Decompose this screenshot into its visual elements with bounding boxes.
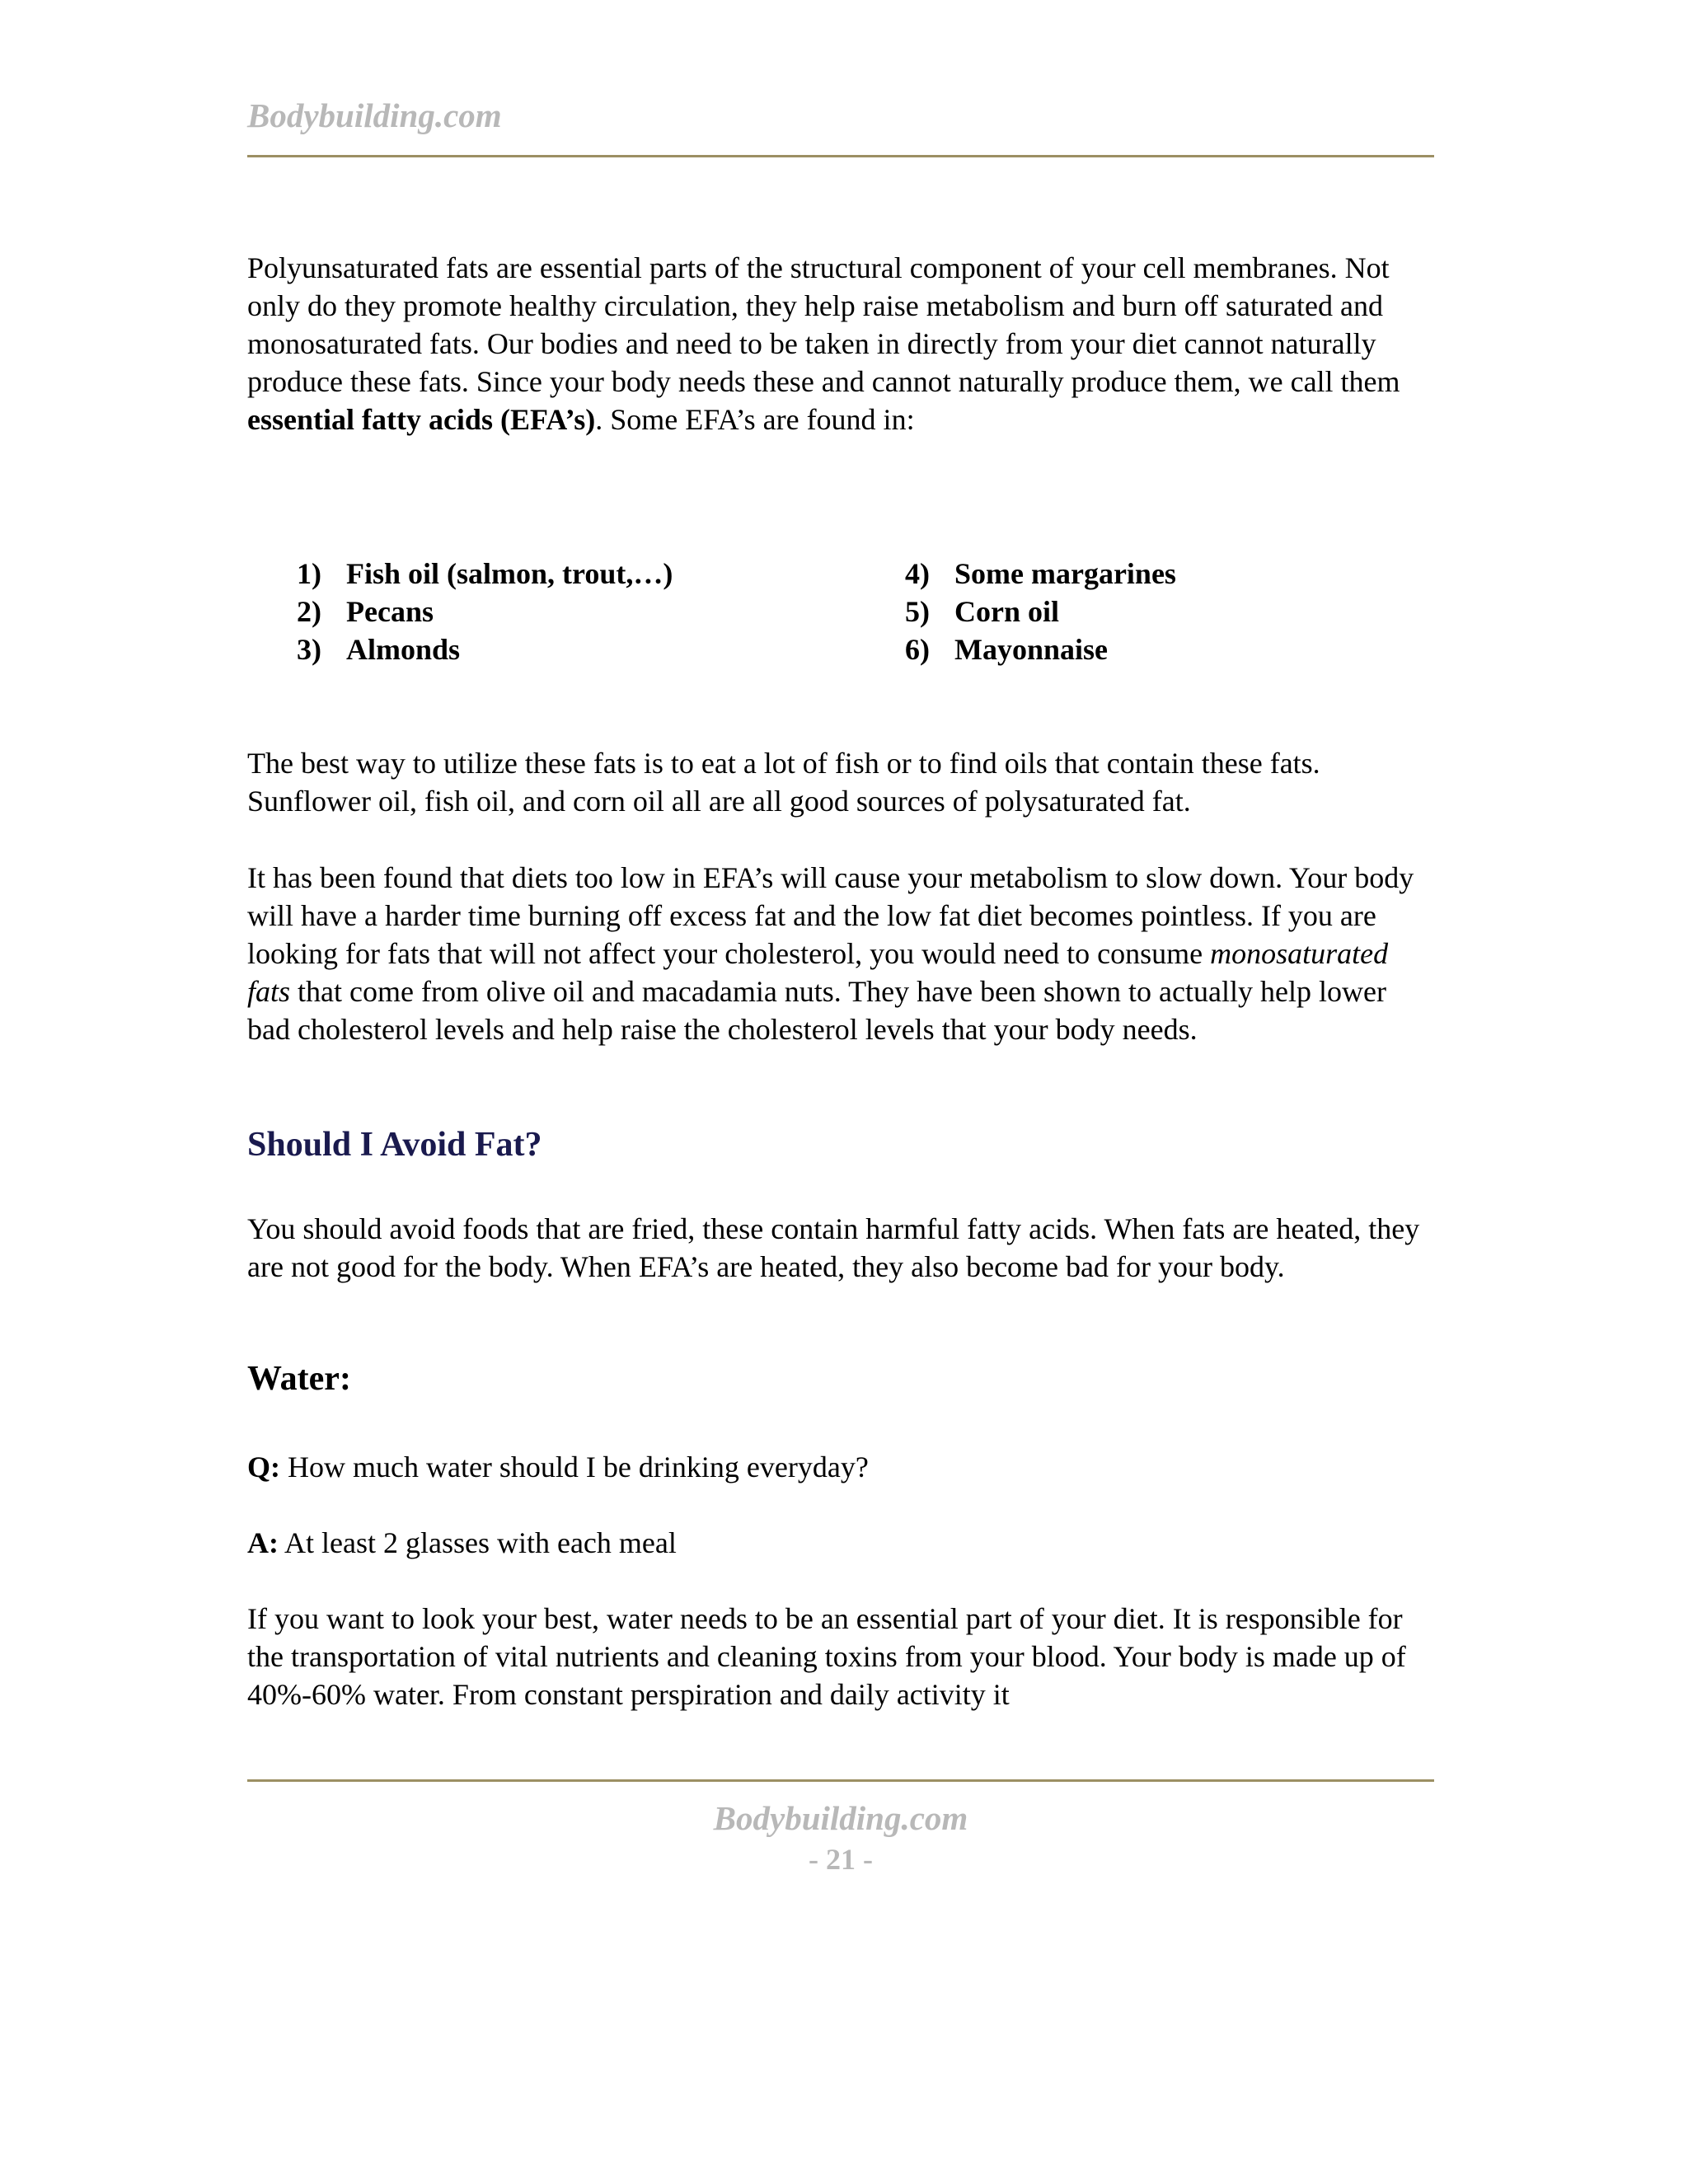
list-item <box>905 593 1176 630</box>
paragraph-water-importance: If you want to look your best, water needs to be an essential part of your diet. It is responsible for the transportation of vital nutrients and cleaning toxins from your blood. Your body is made up of 40%-60% water. From constant perspiration and daily activity it <box>247 1602 1406 1711</box>
answer-text: At least 2 glasses with each meal <box>279 1526 677 1559</box>
list-number: 6) <box>905 633 930 666</box>
list-label: Almonds <box>346 633 461 666</box>
list-label: Corn oil <box>954 595 1060 628</box>
heading-should-i-avoid-fat: Should I Avoid Fat? <box>247 1126 542 1164</box>
answer-line <box>247 1524 1434 1562</box>
paragraph-text: that come from olive oil and macadamia nuts. They have been shown to actually help lower bad cholesterol levels and help raise the cholesterol levels that your body needs. <box>247 975 1386 1046</box>
answer-label: A: <box>247 1526 279 1559</box>
paragraph-text: Polyunsaturated fats are essential parts of the structural component of your cell membranes. Not only do they promote healthy circulation, they help raise metabolism and burn off saturated and monosaturated fats. Our bodies and need to be taken in directly from your diet cannot naturally produce these fats. Since your body needs these and cannot naturally produce them, we call them <box>247 251 1400 398</box>
paragraph-utilize-fats: The best way to utilize these fats is to eat a lot of fish or to find oils that contain these fats. Sunflower oil, fish oil, and corn oil all are all good sources of polysaturated fat. <box>247 747 1320 818</box>
paragraph-avoid-fried: You should avoid foods that are fried, these contain harmful fatty acids. When fats are heated, they are not good for the body. When EFA’s are heated, they also become bad for your body. <box>247 1212 1420 1283</box>
paragraph-polyunsaturated <box>247 249 1434 438</box>
efa-list-right <box>905 555 1176 668</box>
efa-term: essential fatty acids (EFA’s) <box>247 403 596 436</box>
question-line <box>247 1448 1434 1486</box>
heading-water: Water: <box>247 1360 351 1398</box>
list-label: Mayonnaise <box>954 633 1109 666</box>
footer-brand: Bodybuilding.com <box>713 1799 968 1837</box>
list-number: 5) <box>905 595 930 628</box>
paragraph-text: . Some EFA’s are found in: <box>595 403 915 436</box>
list-item <box>297 555 673 593</box>
paragraph-efa-metabolism <box>247 859 1434 1048</box>
list-item <box>297 593 673 630</box>
monosaturated-term: monosaturated fats <box>247 937 1389 1008</box>
question-label: Q: <box>247 1451 280 1483</box>
list-label: Fish oil (salmon, trout,…) <box>346 557 673 590</box>
list-number: 1) <box>297 557 321 590</box>
list-label: Some margarines <box>954 557 1176 590</box>
header-rule <box>247 155 1434 157</box>
list-number: 4) <box>905 557 930 590</box>
list-item <box>905 630 1176 668</box>
document-page <box>247 0 1434 2184</box>
list-label: Pecans <box>346 595 434 628</box>
paragraph-text: It has been found that diets too low in EFA’s will cause your metabolism to slow down. Your body will have a harder time burning off excess fat and the low fat diet becomes pointless. If you are looking for fats that will not affect your cholesterol, you would need to consume <box>247 861 1414 970</box>
header-brand: Bodybuilding.com <box>247 96 502 134</box>
page-number: - 21 - <box>809 1843 873 1876</box>
list-number: 3) <box>297 633 321 666</box>
question-text: How much water should I be drinking everyday? <box>280 1451 869 1483</box>
footer-rule <box>247 1779 1434 1782</box>
efa-list-left <box>297 555 673 668</box>
list-item <box>297 630 673 668</box>
list-number: 2) <box>297 595 321 628</box>
list-item <box>905 555 1176 593</box>
